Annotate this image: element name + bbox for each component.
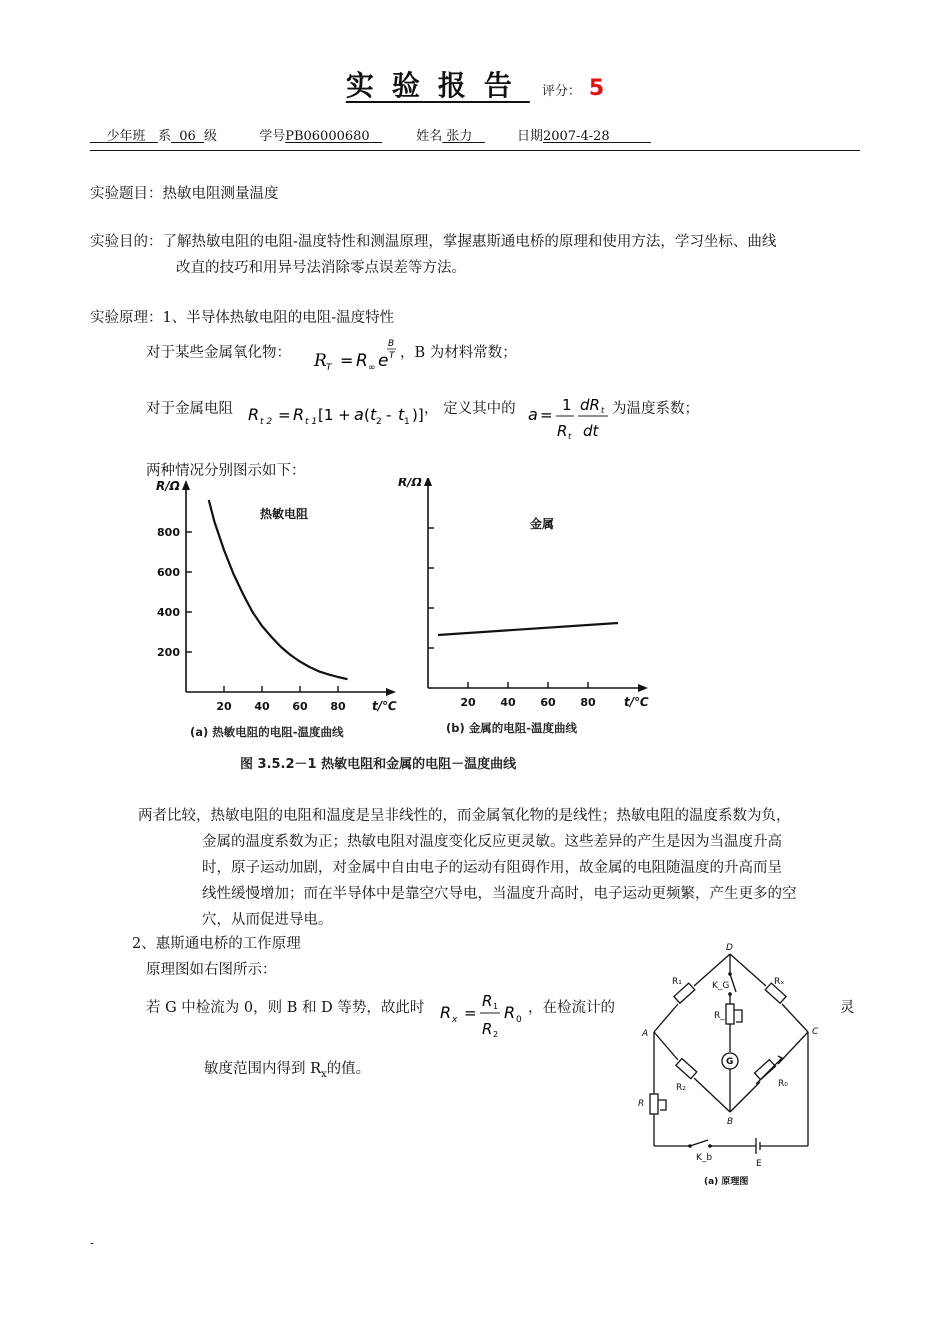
metal-oxide-prefix: 对于某些金属氧化物： [146,345,291,361]
y-axis-arrow [182,480,190,490]
compare-line-2: 金属的温度系数为正；热敏电阻对温度变化反应更灵敏。这些差异的产生是因为当温度升高 [202,834,782,850]
x-tick-label: 80 [330,700,346,713]
circuit-caption: (a) 原理图 [704,1177,749,1187]
header-rule [90,150,860,151]
name-value: 张力 [446,129,473,144]
svg-text:-: - [386,406,392,424]
svg-text:B: B [388,339,395,349]
e-label: E [756,1159,762,1169]
dept-label: 系 [157,129,171,144]
svg-text:2: 2 [493,1030,499,1039]
r2-label: R₂ [676,1083,686,1093]
kb-label: K_b [696,1153,713,1163]
metal-prefix: 对于金属电阻 [146,401,233,417]
galvanometer-label: G [726,1057,734,1067]
grade-label: 级 [204,129,218,144]
metal-mid: ， 定义其中的 [424,401,516,417]
metal-oxide-suffix: ，B 为材料常数； [400,345,517,361]
purpose-line-1: 实验目的：了解热敏电阻的电阻-温度特性和测温原理，掌握惠斯通电桥的原理和使用方法，学习坐标、曲线 [90,234,777,250]
svg-text:dt: dt [583,422,599,440]
header-info [90,128,651,146]
svg-text:t 2: t 2 [260,417,273,427]
id-label: 学号 [259,129,286,144]
series-line [438,623,618,635]
bridge-text-2: ，在检流计的 [528,1000,615,1016]
date-value: 2007-4-28 [542,129,610,144]
y-axis-label: R/Ω [398,478,422,489]
id-value: PB06000680 [285,129,370,144]
series-line [209,500,348,679]
x-axis-label: t/℃ [624,695,649,709]
svg-text:x: x [452,1015,458,1025]
svg-text:R: R [557,422,568,440]
svg-text:R: R [440,1003,452,1022]
svg-text:)]: )] [412,406,424,424]
wheatstone-bridge-diagram [632,940,832,1190]
svg-text:t: t [568,432,572,440]
x-tick-label: 60 [292,700,308,713]
y-tick-label: 400 [157,606,180,619]
compare-line-3: 时，原子运动加剧，对金属中自由电子的运动有阻碍作用，故金属的电阻随温度的升高而呈 [202,860,782,876]
compare-line-4: 线性缓慢增加；而在半导体中是靠空穴导电，当温度升高时，电子运动更频繁，产生更多的空 [202,886,797,902]
figure-caption: 图 3.5.2－1 热敏电阻和金属的电阻－温度曲线 [240,757,517,772]
y-tick-label: 800 [157,526,180,539]
name-label: 姓名 [416,129,443,144]
title-main: 实验报告 [345,69,530,102]
score-value: 5 [588,76,605,101]
chart-caption: (b) 金属的电阻-温度曲线 [446,721,578,735]
chart-title: 金属 [530,517,555,531]
x-axis-arrow [638,684,648,692]
chart-caption: (a) 热敏电阻的电阻-温度曲线 [190,725,344,739]
x-tick-label: 40 [254,700,270,713]
footer-mark: - [90,1236,95,1250]
svg-text:t: t [370,405,377,424]
svg-text:=: = [464,1004,477,1022]
purpose-line-2: 改直的技巧和用异号法消除零点误差等方法。 [176,260,466,276]
class-value: 少年班 [106,129,146,144]
y-tick-label: 200 [157,646,180,659]
svg-text:0: 0 [516,1015,522,1025]
svg-text:t: t [601,406,605,415]
r0-label: R₀ [778,1079,788,1089]
svg-text:t: t [398,405,405,424]
svg-text:R: R [248,405,260,424]
svg-text:2: 2 [376,417,382,427]
svg-text:R: R [293,405,305,424]
svg-text:R: R [482,1020,493,1038]
svg-text:1: 1 [493,1002,499,1011]
svg-text:T: T [326,363,332,373]
svg-text:=: = [540,406,553,424]
x-axis-label: t/℃ [372,699,397,713]
bridge-text-4: 敏度范围内得到 $R_x$的值。 [204,1061,371,1080]
x-tick-label: 40 [500,696,516,709]
bridge-text-3: 灵 [840,1000,855,1016]
kg-label: K_G [712,981,730,991]
metal-suffix: 为温度系数； [612,401,699,417]
rg-label: R_l [714,1011,728,1021]
svg-text:R: R [356,351,368,371]
svg-text:dR: dR [580,396,600,414]
svg-text:R: R [314,351,327,371]
x-axis-arrow [386,688,396,696]
node-b-label: B [727,1117,734,1127]
chart-thermistor [156,479,397,739]
principle-heading: 实验原理：1、半导体热敏电阻的电阻-温度特性 [90,310,395,326]
y-axis-label: R/Ω [156,479,180,493]
svg-text:=: = [340,351,354,370]
bridge-text-1: 若 G 中检流为 0，则 B 和 D 等势，故此时 [146,1000,425,1016]
svg-text:∞: ∞ [368,363,376,373]
dept-value: 06 [179,129,196,144]
svg-text:R: R [504,1003,516,1022]
svg-text:R: R [482,992,493,1010]
chart-title: 热敏电阻 [260,507,309,521]
formula-thermistor [312,332,408,376]
x-tick-label: 60 [540,696,556,709]
y-axis-arrow [424,478,432,486]
rx-label: Rₓ [774,977,785,987]
svg-text:t 1: t 1 [305,417,318,427]
compare-line-1: 两者比较，热敏电阻的电阻和温度是呈非线性的，而金属氧化物的是线性；热敏电阻的温度系数为负， [138,808,791,824]
r-label: R [638,1099,645,1109]
svg-text:1: 1 [562,396,572,414]
svg-text:T: T [389,351,395,361]
experiment-topic: 实验题目：热敏电阻测量温度 [90,186,279,202]
chart-metal [398,478,649,735]
svg-text:1: 1 [404,417,410,427]
svg-text:e: e [378,351,389,371]
report-title [0,64,950,104]
formula-temp-coefficient [526,392,612,440]
resistance-temperature-charts [150,478,670,778]
node-c-label: C [812,1027,819,1037]
compare-line-5: 穴，从而促进导电。 [202,912,333,928]
r1-label: R₁ [672,977,682,987]
date-label: 日期 [516,129,543,144]
bridge-intro: 原理图如右图所示： [146,962,277,978]
svg-text:(: ( [364,406,370,424]
x-tick-label: 20 [216,700,232,713]
svg-text:a: a [528,405,538,424]
y-tick-label: 600 [157,566,180,579]
formula-metal [246,398,432,430]
node-d-label: D [726,943,733,953]
bridge-heading: 2、惠斯通电桥的工作原理 [132,936,301,952]
two-cases-intro: 两种情况分别图示如下： [146,463,306,479]
formula-bridge [438,988,530,1040]
x-tick-label: 20 [460,696,476,709]
svg-text:=: = [278,406,291,424]
score-label: 评分： [541,84,581,99]
svg-text:[1 +: [1 + [318,406,351,424]
svg-text:a: a [354,405,364,424]
x-tick-label: 80 [580,696,596,709]
node-a-label: A [642,1029,649,1039]
